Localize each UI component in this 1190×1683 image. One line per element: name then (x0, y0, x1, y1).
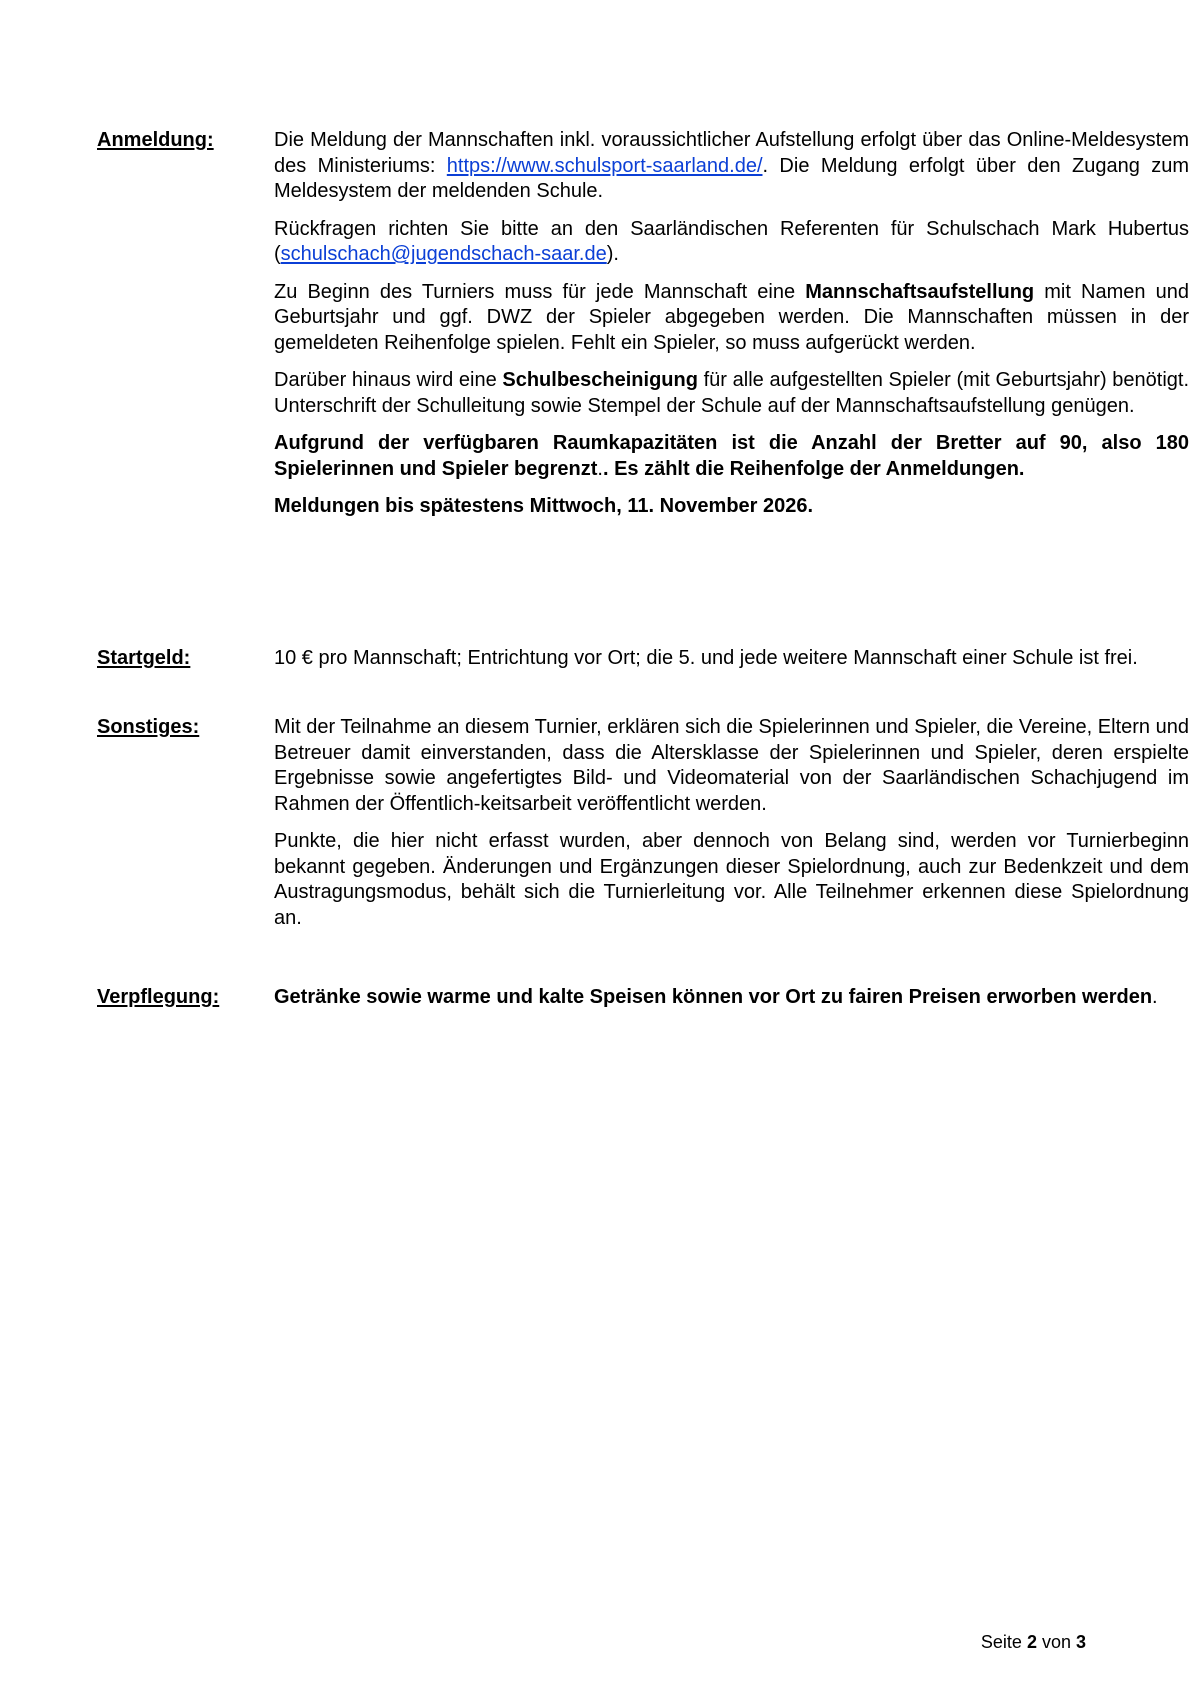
ministry-link[interactable]: https://www.schulsport-saarland.de/ (446, 154, 763, 177)
section-content-startgeld (274, 646, 1189, 672)
anmeldung-paragraph-5 (274, 431, 1189, 482)
sonstiges-paragraph-2: Punkte, die hier nicht erfasst wurden, aber dennoch von Belang sind, werden vor Turnierbeginn bekannt gegeben. Änderungen und Ergänzungen dieser Spielordnung, auch zur Bedenkzeit und dem Austragungsmodus, behält sich die Turnierleitung vor. Alle Teilnehmer erkennen diese Spielordnung an. (274, 830, 1189, 929)
verpflegung-p1-bold: Getränke sowie warme und kalte Speisen können vor Ort zu fairen Preisen erworben werden (274, 986, 1153, 1008)
footer-total: 3 (1075, 1632, 1086, 1652)
anmeldung-p1-text-b: . Die Meldung erfolgt über den Zugang zum Meldesystem der meldenden Schule. (274, 154, 1190, 202)
anmeldung-p4-bold: Schulbescheinigung (502, 369, 698, 391)
section-content-sonstiges (274, 715, 1189, 931)
footer-prefix: Seite (980, 1632, 1027, 1652)
section-content-anmeldung (274, 128, 1189, 520)
anmeldung-paragraph-4 (274, 368, 1189, 419)
anmeldung-p1-text-a: Die Meldung der Mannschaften inkl. voraussichtlicher Aufstellung erfolgt über das Online-Meldesystem des Ministeriums: (274, 129, 1189, 177)
anmeldung-p5-period: . (597, 457, 603, 480)
section-label-verpflegung: Verpflegung: (97, 986, 220, 1008)
section-label-anmeldung: Anmeldung: (97, 129, 214, 151)
page-number-footer (981, 1630, 1086, 1656)
footer-page: 2 (1026, 1632, 1037, 1652)
anmeldung-paragraph-2 (274, 217, 1189, 268)
anmeldung-p3-bold: Mannschaftsaufstellung (805, 280, 1035, 303)
verpflegung-paragraph-1 (274, 985, 1189, 1011)
anmeldung-p2-text-a: Rückfragen richten Sie bitte an den Saarländischen Referenten für Schulschach Mark Hubertus ( (274, 217, 1189, 265)
footer-middle: von (1036, 1632, 1076, 1652)
anmeldung-p3-text-a: Zu Beginn des Turniers muss für jede Mannschaft eine (274, 280, 806, 303)
email-link[interactable]: schulschach@jugendschach-saar.de (280, 243, 607, 265)
sonstiges-paragraph-1: Mit der Teilnahme an diesem Turnier, erklären sich die Spielerinnen und Spieler, die Vereine, Eltern und Betreuer damit einverstanden, dass die Altersklasse der Spielerinnen und Spieler, deren erspielte Ergebnisse sowie angefertigtes Bild- und Videomaterial von der Saarländischen Schachjugend im Rahmen der Öffentlich-keitsarbeit veröffentlicht werden. (274, 716, 1189, 815)
anmeldung-paragraph-1 (274, 128, 1189, 205)
anmeldung-p4-text-a: Darüber hinaus wird eine (274, 369, 503, 391)
section-content-verpflegung (274, 985, 1189, 1011)
anmeldung-p5-text-b: . Es zählt die Reihenfolge der Anmeldungen. (602, 457, 1025, 480)
anmeldung-paragraph-3 (274, 280, 1189, 357)
startgeld-paragraph-1: 10 € pro Mannschaft; Entrichtung vor Ort; die 5. und jede weitere Mannschaft einer Schule ist frei. (274, 647, 1138, 669)
section-label-startgeld: Startgeld: (97, 647, 191, 669)
anmeldung-paragraph-6: Meldungen bis spätestens Mittwoch, 11. November 2026. (274, 495, 814, 517)
anmeldung-p5-text-a: Aufgrund der verfügbaren Raumkapazitäten ist die Anzahl der Bretter auf 90, also 180 Spielerinnen und Spieler begrenzt (274, 432, 1189, 480)
anmeldung-p4-text-b: für alle aufgestellten Spieler (mit Geburtsjahr) benötigt. Unterschrift der Schulleitung sowie Stempel der Schule auf der Mannschaftsaufstellung genügen. (274, 369, 1190, 417)
section-label-sonstiges: Sonstiges: (97, 716, 200, 738)
anmeldung-p3-text-b: mit Namen und Geburtsjahr und ggf. DWZ der Spieler abgegeben werden. Die Mannschaften müssen in der gemeldeten Reihenfolge spielen. Fehlt ein Spieler, so muss aufgerückt werden. (274, 280, 1189, 354)
verpflegung-p1-text-b: . (1152, 986, 1158, 1008)
anmeldung-p2-text-b: ). (606, 243, 619, 265)
